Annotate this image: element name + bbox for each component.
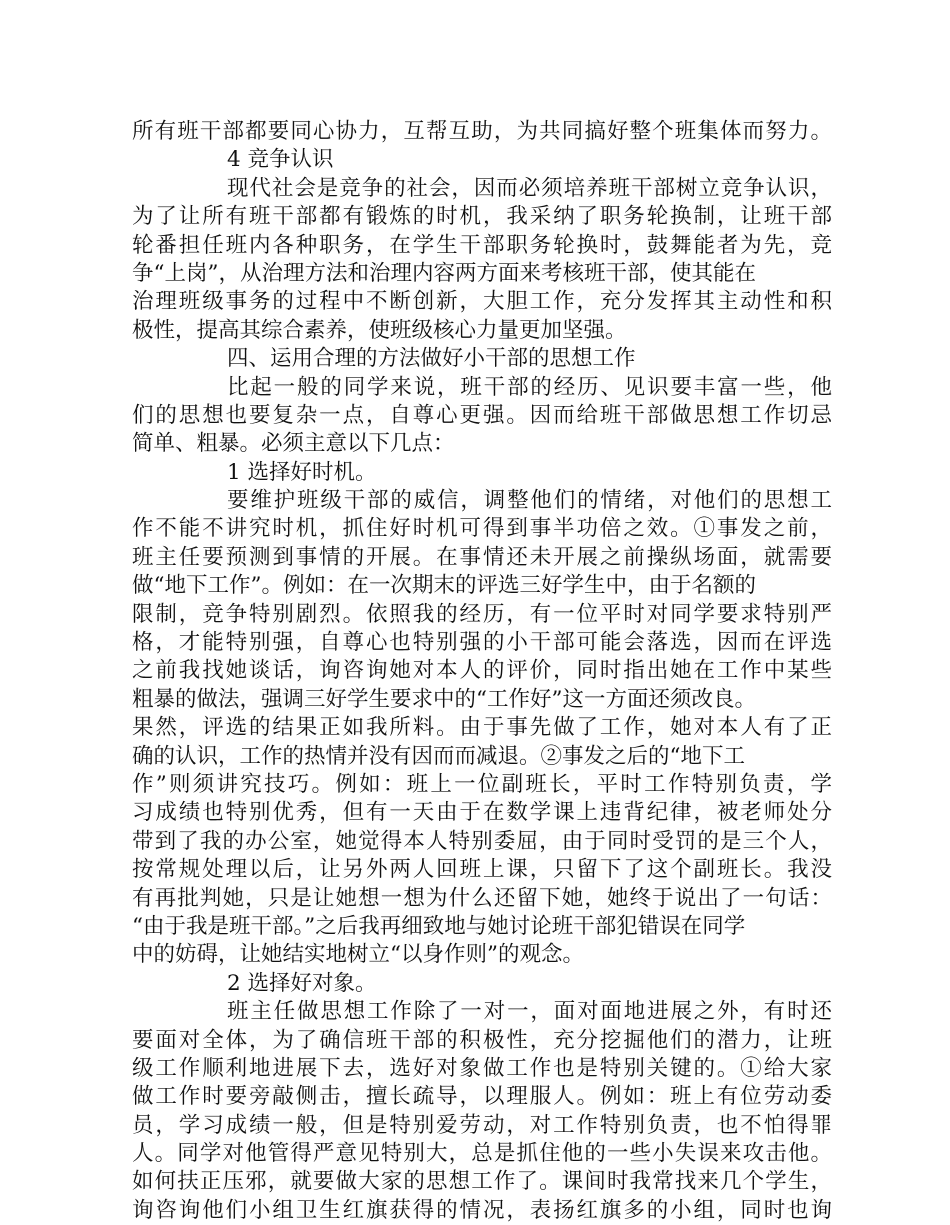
text-line: 争“上岗”，从治理方法和治理内容两方面来考核班干部，使其能在 (132, 260, 756, 286)
text-line: 治理班级事务的过程中不断创新，大胆工作，充分发挥其主动性和积 (132, 289, 834, 315)
text-line: 作”则须讲究技巧。例如：班上一位副班长，平时工作特别负责，学 (132, 771, 835, 797)
text-line: 果然，评选的结果正如我所料。由于事先做了工作，她对本人有了正 (132, 715, 834, 741)
text-line: 询咨询他们小组卫生红旗获得的情况，表扬红旗多的小组，同时也询 (132, 1197, 834, 1223)
text-line: 四、运用合理的方法做好小干部的思想工作 (227, 346, 636, 372)
text-line: 为了让所有班干部都有锻炼的时机，我采纳了职务轮换制，让班干部 (132, 204, 834, 230)
text-line: 2 选择好对象。 (227, 970, 377, 996)
text-line: 4 竞争认识 (227, 147, 334, 173)
text-line: 所有班干部都要同心协力，互帮互助，为共同搞好整个班集体而努力。 (132, 119, 834, 144)
text-line: 做工作时要旁敲侧击，擅长疏导，以理服人。例如：班上有位劳动委 (132, 1084, 834, 1110)
text-line: 按常规处理以后，让另外两人回班上课，只留下了这个副班长。我没 (132, 857, 834, 883)
text-line: 如何扶正压邪，就要做大家的思想工作了。课间时我常找来几个学生， (132, 1169, 834, 1195)
text-line: 做“地下工作”。例如：在一次期末的评选三好学生中，由于名额的 (132, 573, 756, 599)
text-line: 简单、粗暴。必须主意以下几点： (132, 431, 455, 457)
text-line: 要面对全体，为了确信班干部的积极性，充分挖掘他们的潜力，让班 (132, 1027, 834, 1053)
text-line: 们的思想也要复杂一点，自尊心更强。因而给班干部做思想工作切忌 (132, 402, 834, 428)
text-line: 现代社会是竞争的社会，因而必须培养班干部树立竞争认识， (227, 175, 833, 201)
text-line: 比起一般的同学来说，班干部的经历、见识要丰富一些，他 (227, 374, 834, 400)
text-line: 限制，竞争特别剧烈。依照我的经历，有一位平时对同学要求特别严 (132, 601, 834, 627)
text-line: 班主任做思想工作除了一对一，面对面地进展之外，有时还 (227, 999, 834, 1025)
text-line: 粗暴的做法，强调三好学生要求中的“工作好”这一方面还须改良。 (132, 686, 756, 712)
text-line: 班主任要预测到事情的开展。在事情还未开展之前操纵场面，就需要 (132, 544, 834, 570)
text-line: 级工作顺利地进展下去，选好对象做工作也是特别关键的。①给大家 (132, 1055, 834, 1081)
text-line: 中的妨碍，让她结实地树立“以身作则”的观念。 (132, 942, 584, 968)
text-line: 轮番担任班内各种职务，在学生干部职务轮换时，鼓舞能者为先，竞 (132, 232, 834, 258)
text-line: 带到了我的办公室，她觉得本人特别委屈，由于同时受罚的是三个人， (132, 828, 834, 854)
text-line: 要维护班级干部的威信，调整他们的情绪，对他们的思想工 (227, 488, 834, 514)
text-line: 员，学习成绩一般，但是特别爱劳动，对工作特别负责，也不怕得罪 (132, 1112, 834, 1138)
text-line: “由于我是班干部。”之后我再细致地与她讨论班干部犯错误在同学 (132, 913, 746, 939)
text-line: 人。同学对他管得严意见特别大，总是抓住他的一些小失误来攻击他。 (132, 1141, 834, 1167)
text-line: 极性，提高其综合素养，使班级核心力量更加坚强。 (132, 317, 627, 343)
text-line: 确的认识，工作的热情并没有因而而减退。②事发之后的“地下工 (132, 743, 745, 769)
document-body (132, 118, 835, 1225)
text-line: 习成绩也特别优秀，但有一天由于在数学课上违背纪律，被老师处分 (132, 800, 834, 826)
text-line: 格，才能特别强，自尊心也特别强的小干部可能会落选，因而在评选 (132, 630, 834, 656)
text-line: 1 选择好时机。 (227, 459, 377, 485)
text-line: 之前我找她谈话，询咨询她对本人的评价，同时指出她在工作中某些 (132, 658, 834, 684)
text-line: 有再批判她，只是让她想一想为什么还留下她，她终于说出了一句话： (132, 885, 834, 911)
text-line: 作不能不讲究时机，抓住好时机可得到事半功倍之效。①事发之前， (132, 516, 834, 542)
